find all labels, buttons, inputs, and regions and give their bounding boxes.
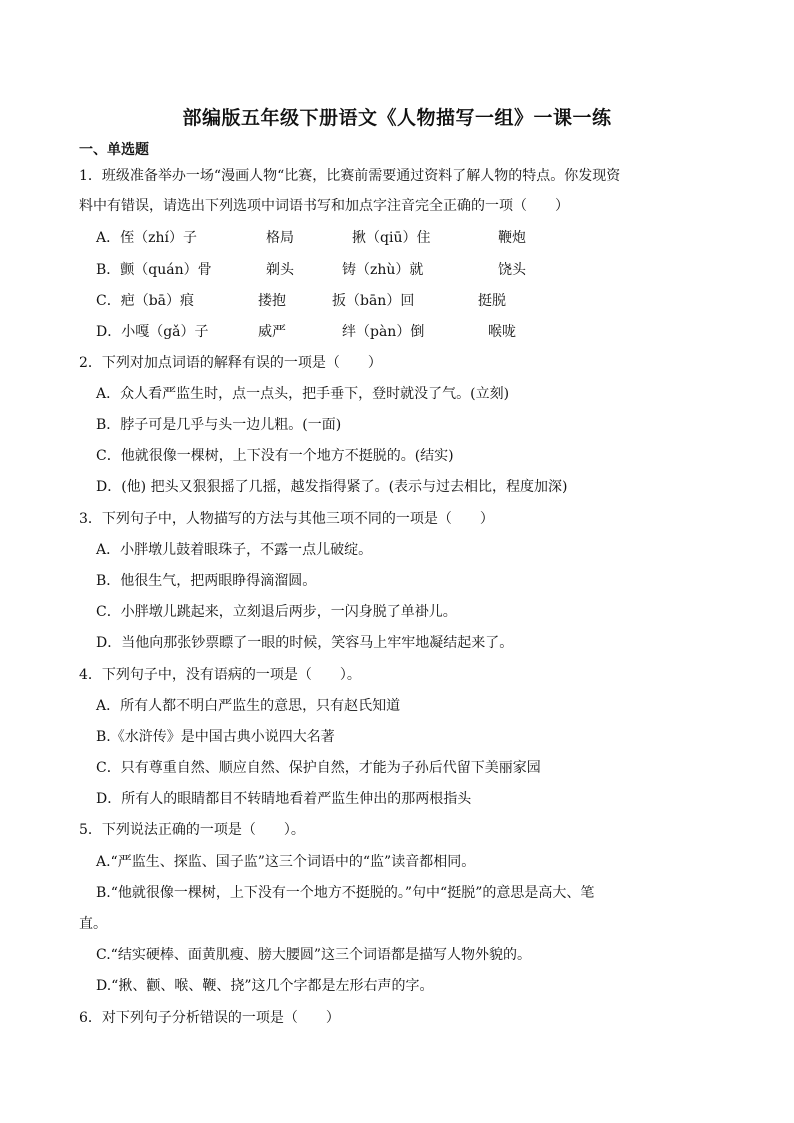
option-word: D．小嘎（gǎ）子 [96,324,209,340]
option-word: 威严 [258,324,286,340]
question-2-option-c: C．他就很像一棵树，上下没有一个地方不挺脱的。(结实) [96,448,454,464]
option-word: A．侄（zhí）子 [96,230,197,246]
question-3-stem: 3．下列句子中，人物描写的方法与其他三项不同的一项是（ ） [79,511,494,527]
option-word: 挺脱 [478,293,506,309]
option-word: B．颤（quán）骨 [96,262,212,278]
option-word: 搂抱 [258,293,286,309]
question-4-option-b: B.《水浒传》是中国古典小说四大名著 [96,729,335,745]
option-word: 剃头 [266,262,294,278]
question-4-option-a: A．所有人都不明白严监生的意思，只有赵氏知道 [96,698,401,714]
question-4-stem: 4．下列句子中，没有语病的一项是（ ）。 [79,667,361,683]
question-3-option-a: A．小胖墩儿鼓着眼珠子，不露一点儿破绽。 [96,542,373,558]
option-word: 喉咙 [488,324,516,340]
question-6-stem: 6．对下列句子分析错误的一项是（ ） [79,1010,340,1026]
option-word: 格局 [266,230,294,246]
option-word: 铸（zhù）就 [342,262,424,278]
question-1-stem-line-2: 料中有错误，请选出下列选项中词语书写和加点字注音完全正确的一项（ ） [79,198,569,214]
question-2-stem: 2．下列对加点词语的解释有误的一项是（ ） [79,355,382,371]
question-5-option-d: D.“揪、颧、喉、鞭、挠”这几个字都是左形右声的字。 [96,978,434,994]
question-4-option-c: C．只有尊重自然、顺应自然、保护自然，才能为子孙后代留下美丽家园 [96,760,541,776]
option-word: 鞭炮 [498,230,526,246]
question-5-option-b-line-2: 直。 [79,916,107,932]
question-3-option-c: C．小胖墩儿跳起来，立刻退后两步，一闪身脱了单褂儿。 [96,604,457,620]
option-word: C．疤（bā）痕 [96,293,195,309]
question-5-option-a: A.“严监生、探监、国子监”这三个词语中的“监”读音都相同。 [96,854,476,870]
option-word: 揪（qiū）住 [352,230,431,246]
section-heading: 一、单选题 [79,142,149,158]
question-5-stem: 5．下列说法正确的一项是（ ）。 [79,822,305,838]
question-2-option-b: B．脖子可是几乎与头一边儿粗。(一面) [96,417,342,433]
question-5-option-c: C.“结实硬棒、面黄肌瘦、膀大腰圆”这三个词语都是描写人物外貌的。 [96,947,531,963]
question-5-option-b-line-1: B.“他就很像一棵树，上下没有一个地方不挺脱的。”句中“挺脱”的意思是高大、笔 [96,885,595,901]
question-2-option-a: A．众人看严监生时，点一点头，把手垂下，登时就没了气。(立刻) [96,386,510,402]
page-title: 部编版五年级下册语文《人物描写一组》一课一练 [182,107,612,129]
option-word: 绊（pàn）倒 [342,324,425,340]
option-word: 扳（bān）回 [332,293,415,309]
question-4-option-d: D．所有人的眼睛都目不转睛地看着严监生伸出的那两根指头 [96,791,472,807]
question-2-option-d: D．(他) 把头又狠狠摇了几摇，越发指得紧了。(表示与过去相比，程度加深) [96,479,568,495]
option-word: 饶头 [498,262,526,278]
question-1-stem-line-1: 1．班级准备举办一场“漫画人物“比赛，比赛前需要通过资料了解人物的特点。你发现资 [79,168,621,184]
question-3-option-d: D．当他向那张钞票瞟了一眼的时候，笑容马上牢牢地凝结起来了。 [96,635,514,651]
question-3-option-b: B．他很生气，把两眼睁得滴溜圆。 [96,573,317,589]
